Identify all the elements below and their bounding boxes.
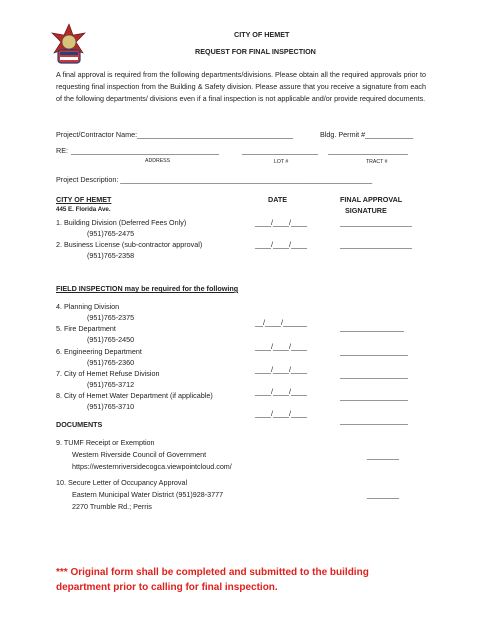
organization-address: 2270 Trumble Rd.; Perris: [72, 502, 152, 511]
phone-number: (951)765-2450: [87, 335, 135, 344]
list-item: 2. Business License (sub-contractor approval): [56, 240, 203, 249]
city-section-heading: CITY OF HEMET: [56, 195, 112, 204]
notice-line-2: department prior to calling for final inspection.: [56, 582, 278, 593]
list-item: 9. TUMF Receipt or Exemption: [56, 438, 155, 447]
organization-name: Eastern Municipal Water District (951)928-3777: [72, 490, 224, 499]
city-address: 445 E. Florida Ave.: [56, 206, 111, 213]
list-item: 6. Engineering Department: [56, 347, 142, 356]
organization-name: Western Riverside Council of Government: [72, 450, 207, 459]
tract-caption: TRACT #: [366, 159, 388, 165]
date-field[interactable]: ____/____/____: [255, 409, 307, 418]
list-item: 8. City of Hemet Water Department (if applicable): [56, 391, 213, 400]
signature-field[interactable]: ________: [367, 451, 399, 460]
phone-number: (951)765-3712: [87, 380, 135, 389]
tract-field[interactable]: ____________________: [328, 146, 408, 155]
project-description-field[interactable]: Project Description: _______________________________________________________________: [56, 175, 373, 184]
signature-field[interactable]: __________________: [340, 218, 412, 227]
list-item: 10. Secure Letter of Occupancy Approval: [56, 478, 188, 487]
date-field[interactable]: ____/____/____: [255, 387, 307, 396]
signature-header: SIGNATURE: [345, 206, 387, 215]
lot-caption: LOT #: [274, 159, 289, 165]
list-item: 4. Planning Division: [56, 302, 120, 311]
signature-field[interactable]: _________________: [340, 347, 408, 356]
documents-heading: DOCUMENTS: [56, 420, 103, 429]
signature-field[interactable]: _________________: [340, 370, 408, 379]
address-field[interactable]: _____________________________________: [71, 146, 219, 155]
phone-number: (951)765-3710: [87, 402, 135, 411]
signature-field[interactable]: ________________: [340, 323, 404, 332]
intro-paragraph: A final approval is required from the following departments/divisions. Please obtain all the required approvals prior to requesting final inspection from the Building & Safety division. Please assure that you receive a signature from each of the following departments/ divisions even if a final inspection is not applicable and/or provide required documents.: [56, 70, 426, 103]
date-column-header: DATE: [268, 195, 288, 204]
date-field[interactable]: __/____/______: [255, 318, 307, 327]
date-field[interactable]: ____/____/____: [255, 365, 307, 374]
signature-field[interactable]: _________________: [340, 392, 408, 401]
phone-number: (951)765-2375: [87, 313, 135, 322]
final-approval-header: FINAL APPROVAL: [340, 195, 403, 204]
re-label: RE:: [56, 146, 68, 155]
notice-line-1: *** Original form shall be completed and submitted to the building: [56, 567, 369, 578]
signature-field[interactable]: ________: [367, 490, 399, 499]
date-field[interactable]: ____/____/____: [255, 342, 307, 351]
list-item: 5. Fire Department: [56, 324, 116, 333]
address-caption: ADDRESS: [145, 158, 171, 164]
phone-number: (951)765-2475: [87, 229, 135, 238]
date-field[interactable]: ____/____/____: [255, 218, 307, 227]
form-title: REQUEST FOR FINAL INSPECTION: [195, 47, 316, 56]
field-inspection-heading: FIELD INSPECTION may be required for the following: [56, 284, 239, 293]
phone-number: (951)765-2358: [87, 251, 135, 260]
city-seal-logo: [50, 23, 88, 67]
bldg-permit-field[interactable]: Bldg. Permit #____________: [320, 130, 414, 139]
signature-field[interactable]: __________________: [340, 240, 412, 249]
lot-field[interactable]: ___________________: [242, 146, 318, 155]
phone-number: (951)765-2360: [87, 358, 135, 367]
project-contractor-field[interactable]: Project/Contractor Name:_______________________________________: [56, 130, 293, 139]
date-field[interactable]: ____/____/____: [255, 240, 307, 249]
city-name: CITY OF HEMET: [234, 30, 290, 39]
signature-field[interactable]: _________________: [340, 416, 408, 425]
tumf-url-link[interactable]: https://westernriversidecogca.viewpointcloud.com/: [72, 462, 232, 471]
list-item: 7. City of Hemet Refuse Division: [56, 369, 160, 378]
list-item: 1. Building Division (Deferred Fees Only): [56, 218, 187, 227]
